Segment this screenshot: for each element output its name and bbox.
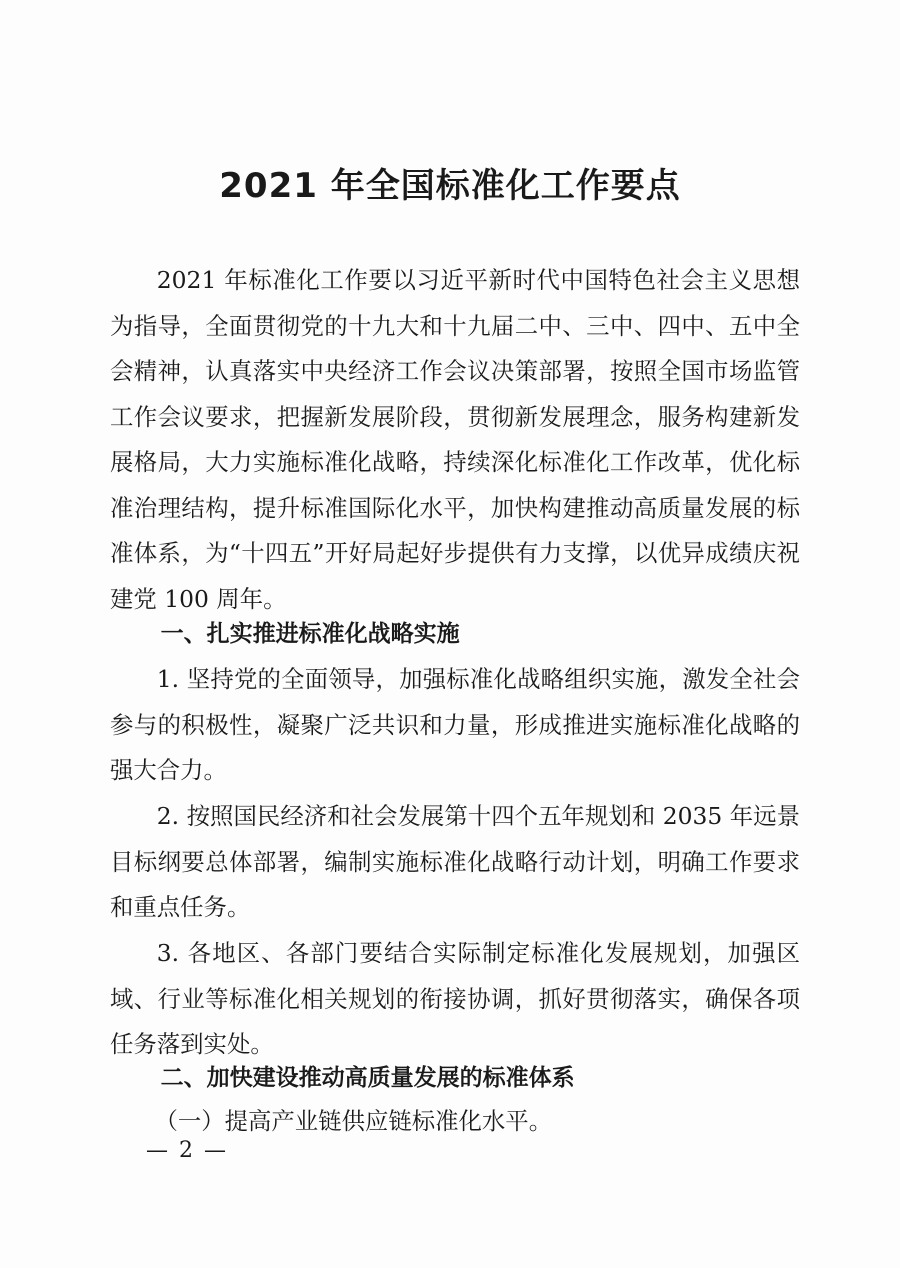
section-heading-2: 二、加快建设推动高质量发展的标准体系 (160, 1065, 575, 1091)
section1-item-2: 2. 按照国民经济和社会发展第十四个五年规划和 2035 年远景目标纲要总体部署，编制实施标准化战略行动计划，明确工作要求和重点任务。 (110, 802, 800, 921)
section1-item-1: 1. 坚持党的全面领导，加强标准化战略组织实施，激发全社会参与的积极性，凝聚广泛共识和力量，形成推进实施标准化战略的强大合力。 (110, 665, 800, 784)
page-number: — 2 — (146, 1138, 228, 1163)
intro-paragraph: 2021 年标准化工作要以习近平新时代中国特色社会主义思想为指导，全面贯彻党的十九大和十九届二中、三中、四中、五中全会精神，认真落实中央经济工作会议决策部署，按照全国市场监管工作会议要求，把握新发展阶段，贯彻新发展理念，服务构建新发展格局，大力实施标准化战略，持续深化标准化工作改革，优化标准治理结构，提升标准国际化水平，加快构建推动高质量发展的标准体系，为“十四五”开好局起好步提供有力支撑，以优异成绩庆祝建党 100 周年。 (110, 266, 800, 613)
document-title: 2021 年全国标准化工作要点 (219, 166, 681, 206)
section-heading-1: 一、扎实推进标准化战略实施 (160, 621, 460, 647)
section1-item-3: 3. 各地区、各部门要结合实际制定标准化发展规划，加强区域、行业等标准化相关规划的衔接协调，抓好贯彻落实，确保各项任务落到实处。 (110, 939, 800, 1058)
section2-subheading: （一）提高产业链供应链标准化水平。 (154, 1107, 553, 1135)
